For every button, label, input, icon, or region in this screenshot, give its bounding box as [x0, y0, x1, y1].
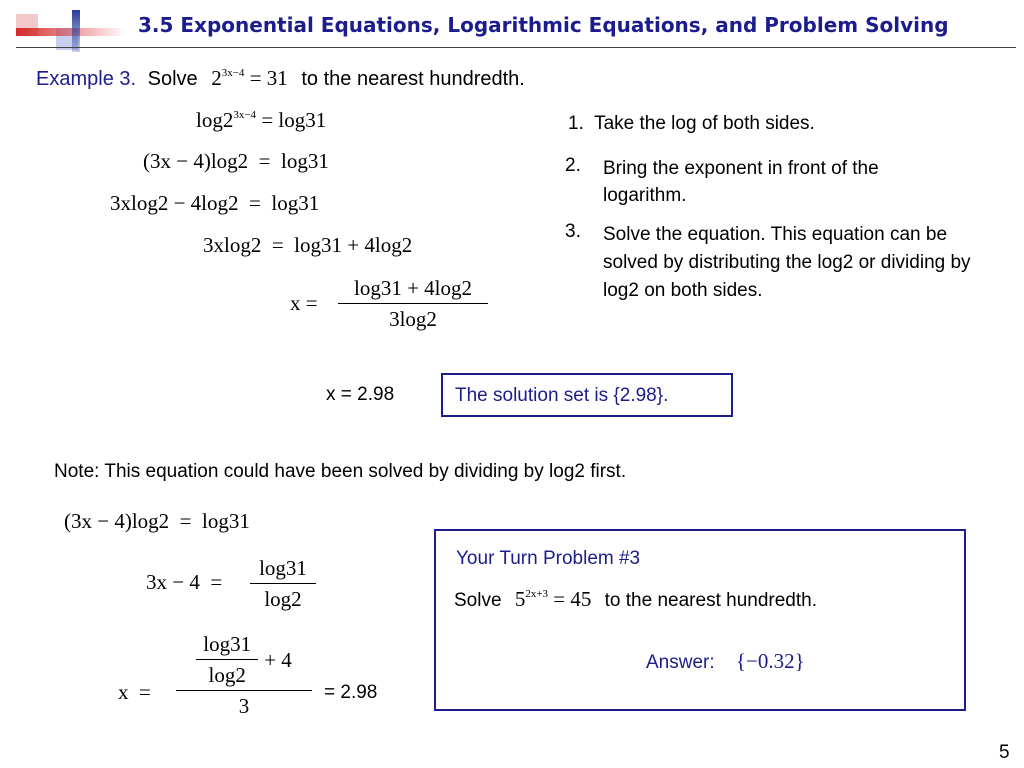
example-equation: $2^{3x-4} = 31$ [211, 66, 288, 90]
step-5-fraction [338, 276, 488, 332]
example-label: Example 3. [36, 68, 137, 90]
title-divider [16, 47, 1016, 48]
solution-set-box [441, 373, 733, 417]
answer-label: Answer: [646, 652, 715, 673]
inner-fraction: $\frac{\log 31}{\log 2}$ [196, 632, 258, 688]
page-title: 3.5 Exponential Equations, Logarithmic Equations, and Problem Solving [138, 13, 949, 37]
note-text: Note: This equation could have been solved by dividing by log2 first. [54, 461, 627, 482]
slide-logo [16, 10, 126, 52]
example-instruction: to the nearest hundredth. [301, 68, 525, 90]
logo-graphic [16, 10, 126, 52]
fraction-denominator: 3log2 [389, 307, 437, 331]
note-eq-3-fraction: $\frac{\log 31}{\log 2}$ + 4 3 [176, 632, 312, 719]
step-3: 3xlog2 − 4log2 = log31 [110, 191, 320, 215]
step-4: 3xlog2 = log31 + 4log2 [203, 233, 413, 257]
step-2: (3x − 4)log2 = log31 [143, 149, 329, 173]
your-turn-title: Your Turn Problem #3 [456, 548, 641, 569]
note-eq-2-lhs: 3x − 4 = [146, 570, 223, 594]
note-eq-3-result: = 2.98 [324, 682, 378, 703]
your-turn-problem: Solve $5^{2x+3} = 45$ to the nearest hundredth. [454, 587, 817, 611]
note-eq-3-lhs: x = [118, 680, 151, 704]
page-number: 5 [999, 742, 1010, 763]
note-eq-2-fraction: log31 log2 [250, 556, 316, 612]
solution-set-text: The solution set is {2.98}. [455, 385, 669, 406]
step-5-lhs: x = [290, 291, 318, 315]
x-result: x = 2.98 [326, 384, 395, 405]
note-2: 2. Bring the exponent in front of the logarithm. [565, 155, 879, 206]
fraction-numerator: log31 + 4log2 [353, 276, 472, 300]
answer-value: {−0.32} [735, 649, 805, 673]
answer-line [646, 649, 805, 674]
your-turn-box [434, 529, 966, 711]
example-statement [36, 66, 525, 91]
note-eq-1: (3x − 4)log2 = log31 [64, 509, 250, 533]
step-1: $\log 2^{3x-4} = \log 31$ [196, 108, 327, 132]
note-1: 1. Take the log of both sides. [568, 113, 815, 134]
note-3: 3. Solve the equation. This equation can be solved by distributing the log2 or dividing by log2 on both sides. [565, 221, 971, 301]
solve-word: Solve [147, 68, 198, 90]
